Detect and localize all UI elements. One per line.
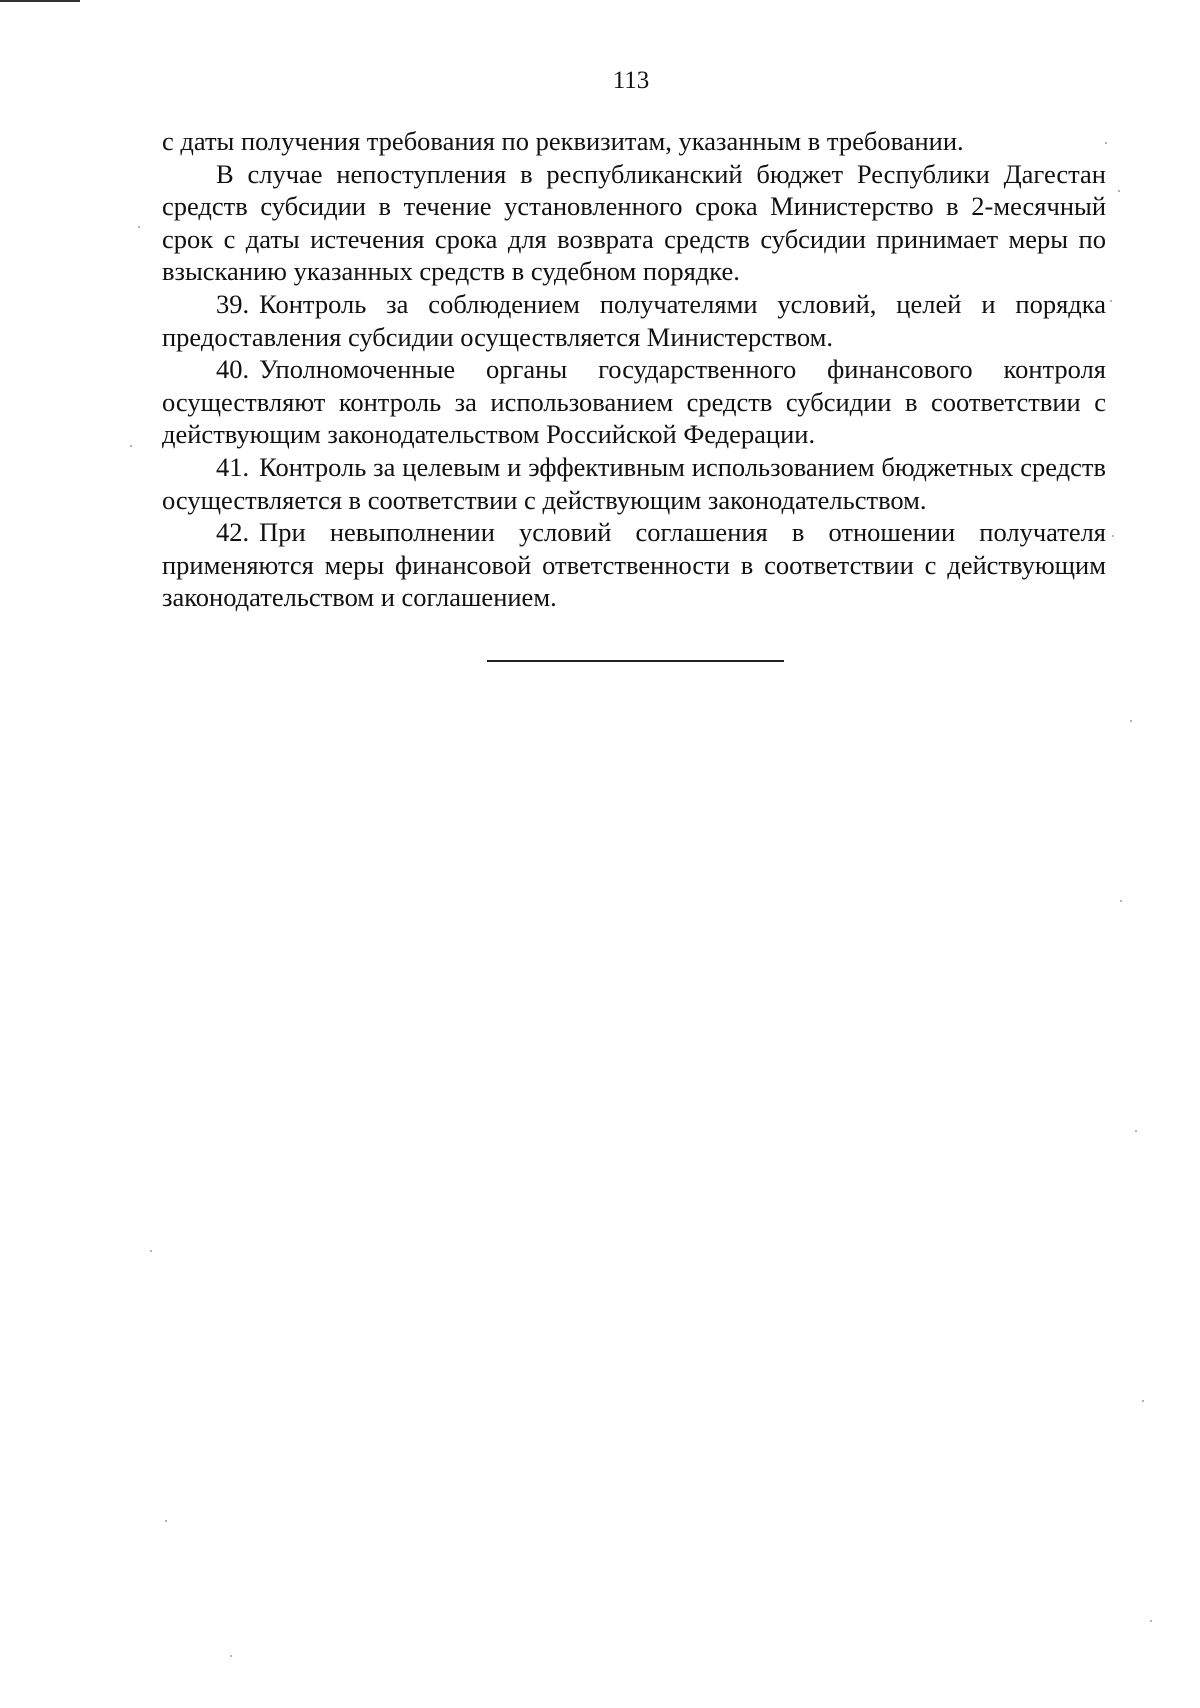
- scan-speck: [1130, 720, 1132, 722]
- paragraph-text: При невыполнении условий соглашения в отношении получателя применяются меры финансовой ответственности в соответствии с действующим законодательством и соглашением.: [162, 517, 1106, 613]
- paragraph-text: Уполномоченные органы государственного финансового контроля осуществляют контроль за использованием средств субсидии в соответствии с действующим законодательством Российской Федерации.: [162, 354, 1106, 450]
- scan-speck: [138, 226, 140, 228]
- scan-speck: [165, 1520, 167, 1522]
- scan-speck: [1112, 535, 1114, 537]
- scan-speck: [1120, 900, 1122, 902]
- scan-speck: [1142, 1400, 1144, 1402]
- paragraph-number: 40.: [216, 354, 250, 385]
- end-of-text-divider: [487, 660, 784, 662]
- paragraph-number: 42.: [216, 517, 250, 548]
- scan-speck: [1110, 300, 1112, 302]
- paragraph-continuation: [162, 125, 1106, 158]
- scan-speck: [1118, 190, 1120, 192]
- scan-speck: [1150, 1620, 1152, 1622]
- paragraph-41: [162, 451, 1106, 516]
- paragraph-39: [162, 288, 1106, 353]
- paragraph-refund-recovery: [162, 158, 1106, 288]
- scan-speck: [150, 1250, 152, 1252]
- paragraph-text: с даты получения требования по реквизитам, указанным в требовании.: [162, 126, 964, 156]
- scan-edge-mark: [0, 0, 80, 2]
- paragraph-number: 41.: [216, 451, 250, 482]
- paragraph-42: [162, 516, 1106, 614]
- document-body: [162, 125, 1106, 614]
- paragraph-40: [162, 353, 1106, 451]
- paragraph-number: 39.: [216, 288, 250, 319]
- scan-speck: [1105, 142, 1107, 144]
- scan-speck: [1135, 1130, 1137, 1132]
- scan-speck: [230, 1655, 232, 1657]
- page-number: 113: [612, 67, 650, 94]
- paragraph-text: Контроль за целевым и эффективным использованием бюджетных средств осуществляется в соответствии с действующим законодательством.: [162, 451, 1106, 515]
- scan-speck: [130, 445, 132, 447]
- paragraph-text: Контроль за соблюдением получателями условий, целей и порядка предоставления субсидии осуществляется Министерством.: [162, 288, 1106, 352]
- paragraph-text: В случае непоступления в республиканский бюджет Республики Дагестан средств субсидии в течение установленного срока Министерство в 2-месячный срок с даты истечения срока для возврата средств субсидии принимает меры по взысканию указанных средств в судебном порядке.: [162, 158, 1106, 287]
